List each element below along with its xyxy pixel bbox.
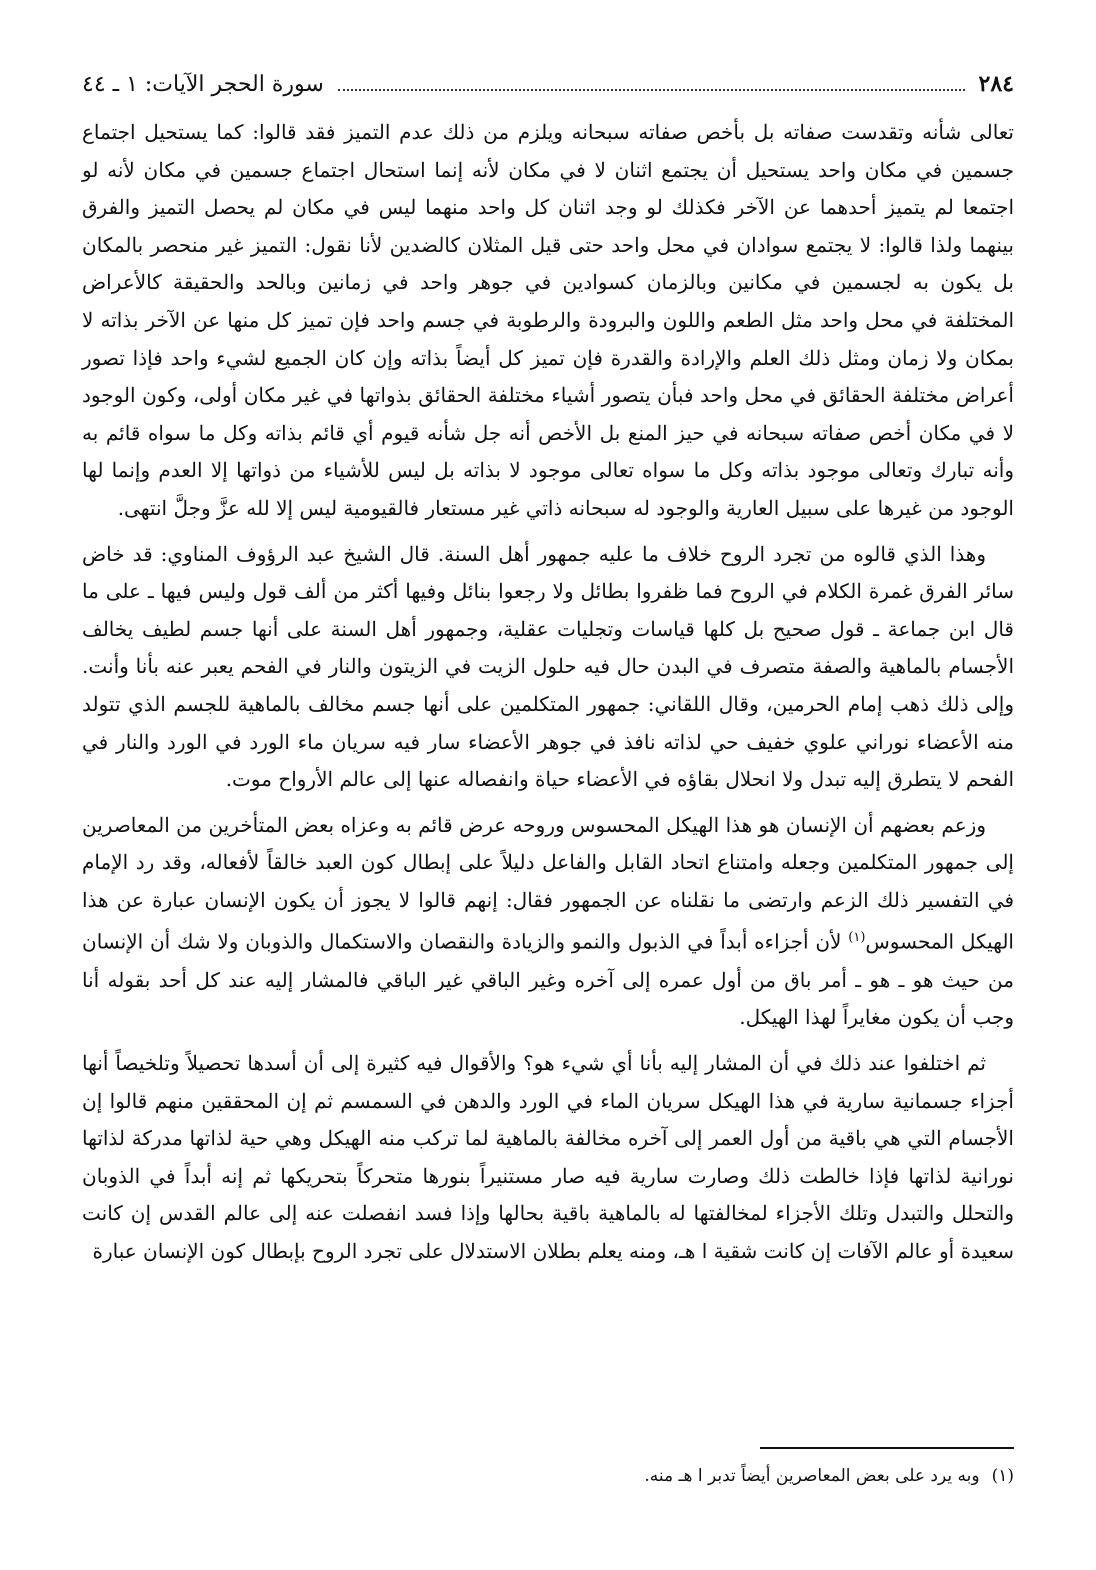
footnote-reference[interactable]: (١) — [848, 930, 866, 946]
leader-dots — [338, 89, 965, 91]
footnote-number: (١) — [991, 1466, 1014, 1486]
sura-title: سورة الحجر الآيات: ١ ـ ٤٤ — [82, 72, 324, 97]
paragraph-4: ثم اختلفوا عند ذلك في أن المشار إليه بأنا أي شيء هو؟ والأقوال فيه كثيرة إلى أن أسدها تحصيلاً وتلخيصاً أنها أجزاء جسمانية سارية في هذا الهيكل سريان الماء في الورد والدهن في السمسم ثم إن المحققين منهم قالوا إن الأجسام التي هي باقية من أول العمر إلى آخره مخالفة بالماهية لما تركب منه الهيكل وهي حية لذاتها مدركة لذاتها نورانية لذاتها فإذا خالطت ذلك وصارت سارية فيه صار مستنيراً بنورها متحركاً بتحريكها ثم إنه أبداً في الذوبان والتحلل والتبدل وتلك الأجزاء لمخالفتها له بالماهية باقية بحالها وإذا فسد انفصلت عنه إلى عالم القدس إن كانت سعيدة أو عالم الآفات إن كانت شقية ا هـ، ومنه يعلم بطلان الاستدلال على تجرد الروح بإبطال كون الإنسان عبارة — [82, 1050, 1014, 1263]
footnote-text: وبه يرد على بعض المعاصرين أيضاً تدبر ا هـ منه. — [644, 1466, 980, 1486]
paragraph-3-part-2: لأن أجزاءه أبداً في الذبول والنمو والزيادة والنقصان والاستكمال والذوبان ولا شك أن الإنسان من حيث هو ـ هو ـ أمر باق من أول عمره إلى آخره وغير الباقي غير الباقي فالمشار إليه عند كل أحد بقوله أنا وجب أن يكون مغايراً لهذا الهيكل. — [82, 930, 1014, 1030]
footnote-divider — [760, 1447, 1014, 1449]
page-number: ٢٨٤ — [978, 71, 1014, 97]
paragraph-3-part-1: وزعم بعضهم أن الإنسان هو هذا الهيكل المحسوس وروحه عرض قائم به وعزاه بعض المتأخرين من المعاصرين إلى جمهور المتكلمين وجعله وامتناع اتحاد القابل والفاعل دليلاً على إبطال كون العبد خالقاً لأفعاله، وقد رد الإمام في التفسير ذلك الزعم وارتضى ما نقلناه عن الجمهور فقال: إنهم قالوا لا يجوز أن يكون الإنسان عبارة عن هذا الهيكل المحسوس — [82, 812, 1014, 955]
paragraph-1: تعالى شأنه وتقدست صفاته بل بأخص صفاته سبحانه ويلزم من ذلك عدم التميز فقد قالوا: كما يستحيل اجتماع جسمين في مكان واحد يستحيل أن يجتمع اثنان لا في مكان لأنه إنما استحال اجتماع جسمين في مكان لأنه لو اجتمعا لم يتميز أحدهما عن الآخر فكذلك لو وجد اثنان كل واحد منهما ليس في مكان لم يحصل التميز والفرق بينهما ولذا قالوا: لا يجتمع سوادان في محل واحد حتى قيل المثلان كالضدين لأنا نقول: التميز غير منحصر بالمكان بل يكون به لجسمين في مكانين وبالزمان كسوادين في جوهر واحد في زمانين وبالحد والحقيقة كالأعراض المختلفة في محل واحد مثل الطعم واللون والبرودة والرطوبة في جسم واحد فإن تميز كل منها عن الآخر بذاته لا بمكان ولا زمان ومثل ذلك العلم والإرادة والقدرة فإن تميز كل أيضاً بذاته وإن كان الجميع لشيء واحد فإذا تصور أعراض مختلفة الحقائق في محل واحد فبأن يتصور أشياء مختلفة الحقائق بذواتها في غير مكان أولى، وكون الوجود لا في مكان أخص صفاته سبحانه في حيز المنع بل الأخص أنه جل شأنه قيوم أي قائم بذاته وكل ما سواه قائم به وأنه تبارك وتعالى موجود بذاته وكل ما سواه تعالى موجود لا بذاته بل ليس للأشياء من ذواتها إلا العدم وإنما لها الوجود من غيرها على سبيل العارية والوجود له سبحانه ذاتي غير مستعار فالقيومية ليس إلا لله عزَّ وجلَّ انتهى. — [82, 120, 1015, 520]
running-head — [82, 68, 1014, 104]
main-text — [82, 114, 1014, 1270]
paragraph-2: وهذا الذي قالوه من تجرد الروح خلاف ما عليه جمهور أهل السنة. قال الشيخ عبد الرؤوف المناوي: قد خاض سائر الفرق غمرة الكلام في الروح فما ظفروا بطائل ولا رجعوا بنائل وفيها أكثر من ألف قول وليس فيها ـ على ما قال ابن جماعة ـ قول صحيح بل كلها قياسات وتجليات عقلية، وجمهور أهل السنة على أنها جسم لطيف يخالف الأجسام بالماهية والصفة متصرف في البدن حال فيه حلول الزيت في الزيتون والنار في الفحم يعبر عنه بأنا وأنت. وإلى ذلك ذهب إمام الحرمين، وقال اللقاني: جمهور المتكلمين على أنها جسم مخالف بالماهية للجسم الذي تتولد منه الأعضاء نوراني علوي خفيف حي لذاته نافذ في جوهر الأعضاء سار فيه سريان ماء الورد في الورد والنار في الفحم لا يتطرق إليه تبدل ولا انحلال بقاؤه في الأعضاء حياة وانفصاله عنها إلى عالم الأرواح موت. — [82, 541, 1014, 792]
footnote — [82, 1462, 1014, 1490]
paragraph-3 — [82, 807, 1014, 1037]
